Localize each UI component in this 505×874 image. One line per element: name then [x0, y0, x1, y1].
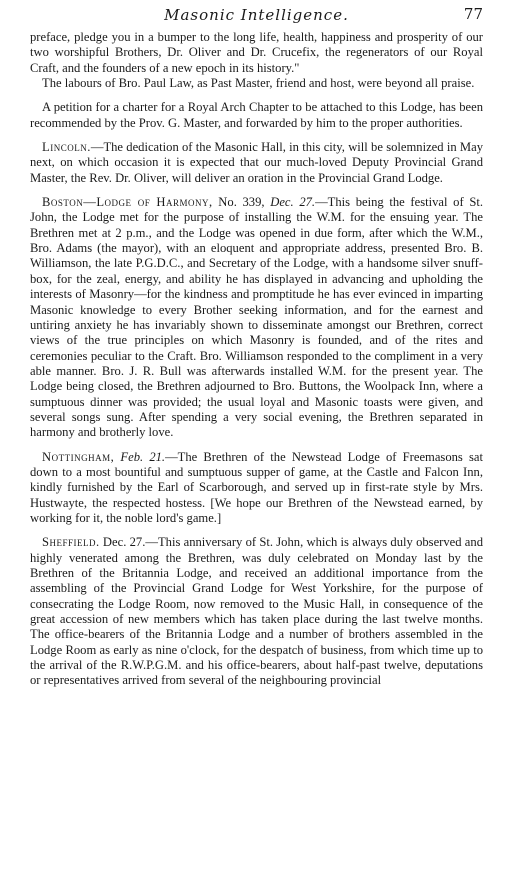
paragraph-lincoln — [30, 140, 483, 186]
place-heading-lincoln: Lincoln. — [42, 140, 91, 155]
sheffield-date: Dec. 27. — [99, 535, 146, 550]
paragraph-paul-law: The labours of Bro. Paul Law, as Past Master, friend and host, were beyond all praise. — [42, 76, 475, 91]
boston-text: —This being the festival of St. John, the Lodge met for the purpose of installing the W.M. for the ensuing year. The Brethren met at 2 p.m., and the Lodge was opened in due form, after which the W.M., Bro. Adams (the mayor), with an eloquent and appropriate address, presented Bro. B. Williamson, the late P.G.D.C., and Secretary of the Lodge, with a handsome silver snuff-box, for the zeal, energy, and ability he has displayed in advancing and upholding the interests of Masonry—for the kindness and promptitude he has ever evinced in imparting Masonic knowledge to every Brother seeking information, and for the earnest and untiring anxiety he has invariably shown to disseminate amongst our Brethren, correct views of the true principles on which Masonry is founded, and of the rites and ceremonies peculiar to the Craft. Bro. Williamson responded to the compliment in a very able manner. Bro. J. R. Bull was afterwards installed W.M. for the present year. The Lodge being closed, the Brethren adjourned to Bro. Buttons, the Woolpack Inn, where a sumptuous dinner was provided; the usual loyal and Masonic toasts were given, and several songs sung. After spending a very social evening, the Brethren separated in harmony and brotherly love. — [30, 195, 483, 440]
sheffield-text: —This anniversary of St. John, which is always duly observed and highly venerated among the Brethren, was duly celebrated on Monday last by the Brethren of the Britannia Lodge, and received an additional importance from the assembling of the Provincial Grand Lodge for West Yorkshire, for the purpose of consecrating the Lodge Room, now removed to the Music Hall, in consequence of the great accession of new members which has taken place during the last twelve months. The office-bearers of the Britannia Lodge and a number of brothers assembled in the Lodge Room as early as nine o'clock, for the despatch of business, from which time up to the arrival of the R.W.P.G.M. and his office-bearers, about half-past twelve, deputations or representatives arrived from several of the neighbouring provincial — [30, 535, 483, 688]
paragraph-sheffield — [30, 535, 483, 688]
article-body — [30, 30, 483, 689]
lincoln-text: —The dedication of the Masonic Hall, in this city, will be solemnized in May next, on which occasion it is expected that our much-loved Deputy Provincial Grand Master, the Rev. Dr. Oliver, will deliver an oration in the Provincial Grand Lodge. — [30, 140, 483, 185]
running-head: Masonic Intelligence. — [164, 6, 349, 24]
place-heading-boston: Boston—Lodge of Harmony, — [42, 195, 213, 210]
page-header — [30, 0, 483, 30]
paragraph-toast-continuation: preface, pledge you in a bumper to the long life, health, happiness and prosperity of our two worshipful Brothers, Dr. Oliver and Dr. Crucefix, the regenerators of our Royal Craft, and the founders of a new epoch in its history." — [30, 30, 483, 75]
page-number: 77 — [463, 5, 483, 23]
boston-date: Dec. 27. — [270, 195, 316, 210]
boston-lodge-number: No. 339, — [212, 195, 271, 210]
paragraph-boston — [30, 195, 483, 441]
nottingham-text: —The Brethren of the Newstead Lodge of Freemasons sat down to a most bountiful and sumptuous supper of game, at the Castle and Falcon Inn, kindly furnished by the Earl of Scarborough, and served up in first-rate style by Mrs. Hustwayte, the respected hostess. [We hope our Brethren of the Newstead earned, by working for it, the noble lord's game.] — [30, 449, 483, 525]
paragraph-royal-arch-petition: A petition for a charter for a Royal Arch Chapter to be attached to this Lodge, has been recommended by the Prov. G. Master, and forwarded by him to the proper authorities. — [30, 100, 483, 130]
place-heading-sheffield: Sheffield. — [42, 535, 100, 550]
place-heading-nottingham: Nottingham, — [42, 449, 115, 464]
paragraph-nottingham — [30, 450, 483, 527]
nottingham-date: Feb. 21. — [114, 449, 166, 464]
